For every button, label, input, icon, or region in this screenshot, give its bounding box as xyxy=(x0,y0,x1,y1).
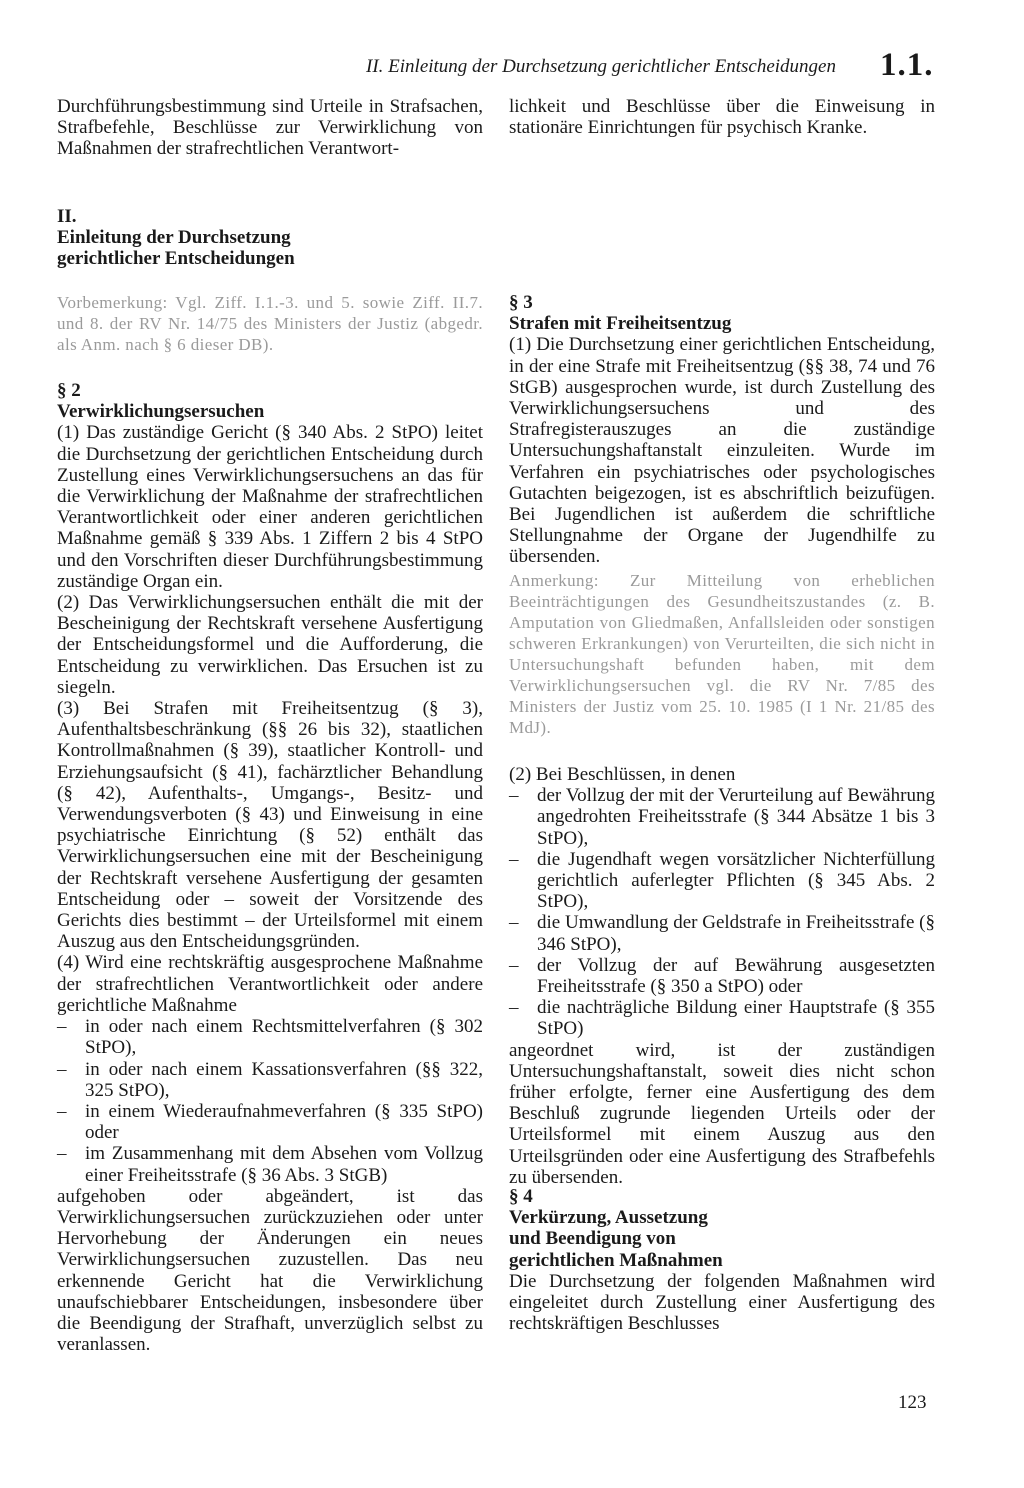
list-item: – die Umwandlung der Geldstrafe in Freiheitsstrafe (§ 346 StPO), xyxy=(509,912,935,955)
list-item: – in oder nach einem Rechtsmittelverfahren (§ 302 StPO), xyxy=(57,1016,483,1059)
section-II-number: II. xyxy=(57,206,77,227)
paragraph-4-text: Die Durchsetzung der folgenden Maßnahmen wird eingeleitet durch Zustellung einer Ausfertigung des rechtskräftigen Beschlusses xyxy=(509,1270,935,1335)
preliminary-note: Vorbemerkung: Vgl. Ziff. I.1.-3. und 5. sowie Ziff. II.7. und 8. der RV Nr. 14/75 des Ministers der Justiz (abgedr. als Anm. nach § 6 dieser DB). xyxy=(57,293,483,354)
paragraph-2-subsection-1: (1) Das zuständige Gericht (§ 340 Abs. 2 StPO) leitet die Durchsetzung der gerichtlichen Entscheidung durch Zustellung eines Verwirklichungsersuchens an das für die Verwirklichung der Maßnahme der strafrechtlichen Verantwortlichkeit oder einer anderen gerichtlichen Maßnahme gemäß § 339 Abs. 1 Ziffern 2 bis 4 StPO und den Vorschriften dieser Durchführungsbestimmung zuständige Organ ein. xyxy=(57,422,483,592)
paragraph-3-title: Strafen mit Freiheitsentzug xyxy=(509,313,732,335)
paragraph-3 xyxy=(509,292,935,568)
paragraph-4-title-line1: Verkürzung, Aussetzung xyxy=(509,1207,708,1229)
paragraph-2-subsection-3: (3) Bei Strafen mit Freiheitsentzug (§ 3), Aufenthaltsbeschränkung (§§ 26 bis 32), staatlichen Kontrollmaßnahmen (§ 39), staatlicher Kontroll- und Erziehungsaufsicht (§ 41), fachärztlicher Behandlung (§ 42), Aufenthalts-, Umgangs-, Besitz- und Verwendungsverboten (§ 43) und Einweisung in eine psychiatrische Einrichtung (§ 52) enthält das Verwirklichungsersuchen eine mit der Bescheinigung der Rechtskraft versehene Ausfertigung der gesamten Entscheidung oder – soweit der Vorsitzende des Gerichts dies bestimmt – der Urteilsformel mit einem Auszug aus den Entscheidungsgründen. xyxy=(57,698,483,953)
annotation-block xyxy=(509,570,935,738)
list-item: – im Zusammenhang mit dem Absehen vom Vollzug einer Freiheitsstrafe (§ 36 Abs. 3 StGB) xyxy=(57,1143,483,1186)
page-number: 123 xyxy=(898,1392,927,1413)
list-item: – in oder nach einem Kassationsverfahren (§§ 322, 325 StPO), xyxy=(57,1058,483,1101)
paragraph-4-number: § 4 xyxy=(509,1186,533,1207)
intro-left-column xyxy=(57,96,483,160)
paragraph-4 xyxy=(509,1186,935,1334)
paragraph-3-number: § 3 xyxy=(509,292,533,313)
section-number: 1.1. xyxy=(880,47,934,83)
paragraph-4-title-line3: gerichtlichen Maßnahmen xyxy=(509,1249,723,1271)
intro-left-text: Durchführungsbestimmung sind Urteile in Strafsachen, Strafbefehle, Beschlüsse zur Verwirklichung von Maßnahmen der strafrechtlichen Verantwort- xyxy=(57,96,483,160)
preliminary-note-block xyxy=(57,292,483,355)
paragraph-2-subsection-2: (2) Das Verwirklichungsersuchen enthält die mit der Bescheinigung der Rechtskraft versehene Ausfertigung der Entscheidungsformel und die Aufforderung, die Entscheidung zu verwirklichen. Das Ersuchen ist zu siegeln. xyxy=(57,592,483,698)
list-item: – die Jugendhaft wegen vorsätzlicher Nichterfüllung gerichtlich auferlegter Pflichten (§ 345 Abs. 2 StPO), xyxy=(509,848,935,913)
annotation-note: Anmerkung: Zur Mitteilung von erheblichen Beeinträchtigungen des Gesundheitszustandes (z. B. Amputation von Gliedmaßen, Anfallsleiden oder sonstigen schweren Erkrankungen) von Verurteilten, die sich nicht in Untersuchungshaft befunden haben, mit dem Verwirklichungsersuchen vgl. die RV Nr. 7/85 des Ministers der Justiz vom 25. 10. 1985 (I 1 Nr. 21/85 des MdJ). xyxy=(509,571,935,737)
list-item: – die nachträgliche Bildung einer Hauptstrafe (§ 355 StPO) xyxy=(509,997,935,1040)
intro-right-column xyxy=(509,96,935,138)
paragraph-2-title: Verwirklichungsersuchen xyxy=(57,401,265,423)
list-item: – der Vollzug der mit der Verurteilung auf Bewährung angedrohten Freiheitsstrafe (§ 344 Absätze 1 bis 3 StPO), xyxy=(509,785,935,849)
intro-right-text: lichkeit und Beschlüsse über die Einweisung in stationäre Einrichtungen für psychisch Kranke. xyxy=(509,96,935,139)
list-item: – der Vollzug der auf Bewährung ausgesetzten Freiheitsstrafe (§ 350 a StPO) oder xyxy=(509,954,935,998)
paragraph-3-part-2 xyxy=(509,764,935,1188)
section-II-title-line2: gerichtlicher Entscheidungen xyxy=(57,248,295,270)
paragraph-4-title-line2: und Beendigung von xyxy=(509,1228,676,1250)
section-II-title-line1: Einleitung der Durchsetzung xyxy=(57,227,291,249)
left-column xyxy=(57,206,483,270)
paragraph-3-subsection-1: (1) Die Durchsetzung einer gerichtlichen Entscheidung, in der eine Strafe mit Freiheitsentzug (§§ 38, 74 und 76 StGB) ausgesprochen wurde, ist durch Zustellung des Verwirklichungsersuchens und des Strafregisterauszuges an die zuständige Untersuchungshaftanstalt einzuleiten. Wurde im Verfahren ein psychiatrisches oder psychologisches Gutachten beigezogen, ist es abschriftlich beizufügen. Bei Jugendlichen ist außerdem die schriftliche Stellungnahme der Organe der Jugendhilfe zu übersenden. xyxy=(509,334,935,568)
paragraph-2-subsection-4-intro: (4) Wird eine rechtskräftig ausgesprochene Maßnahme der strafrechtlichen Verantwortlichkeit oder andere gerichtliche Maßnahme xyxy=(57,952,483,1016)
paragraph-2-subsection-4-outro: aufgehoben oder abgeändert, ist das Verwirklichungsersuchen zurückzuziehen oder unter Hervorhebung der Änderungen ein neues Verwirklichungsersuchen zuzustellen. Das neu erkennende Gericht hat die Verwirklichung unaufschiebbarer Entscheidungen, insbesondere über die Beendigung der Strafhaft, unverzüglich selbst zu veranlassen. xyxy=(57,1185,483,1356)
list-item: – in einem Wiederaufnahmeverfahren (§ 335 StPO) oder xyxy=(57,1100,483,1144)
running-header-title: II. Einleitung der Durchsetzung gerichtlicher Entscheidungen xyxy=(366,56,836,77)
paragraph-3-subsection-2-intro: (2) Bei Beschlüssen, in denen xyxy=(509,764,736,785)
paragraph-2-number: § 2 xyxy=(57,380,81,401)
paragraph-2 xyxy=(57,380,483,1355)
paragraph-3-subsection-2-outro: angeordnet wird, ist der zuständigen Untersuchungshaftanstalt, soweit dies nicht schon früher erfolgte, ferner eine Ausfertigung des dem Beschluß zugrunde liegenden Urteils oder der Urteilsformel mit einem Auszug aus den Urteilsgründen oder eine Ausfertigung des Strafbefehls zu übersenden. xyxy=(509,1039,935,1188)
